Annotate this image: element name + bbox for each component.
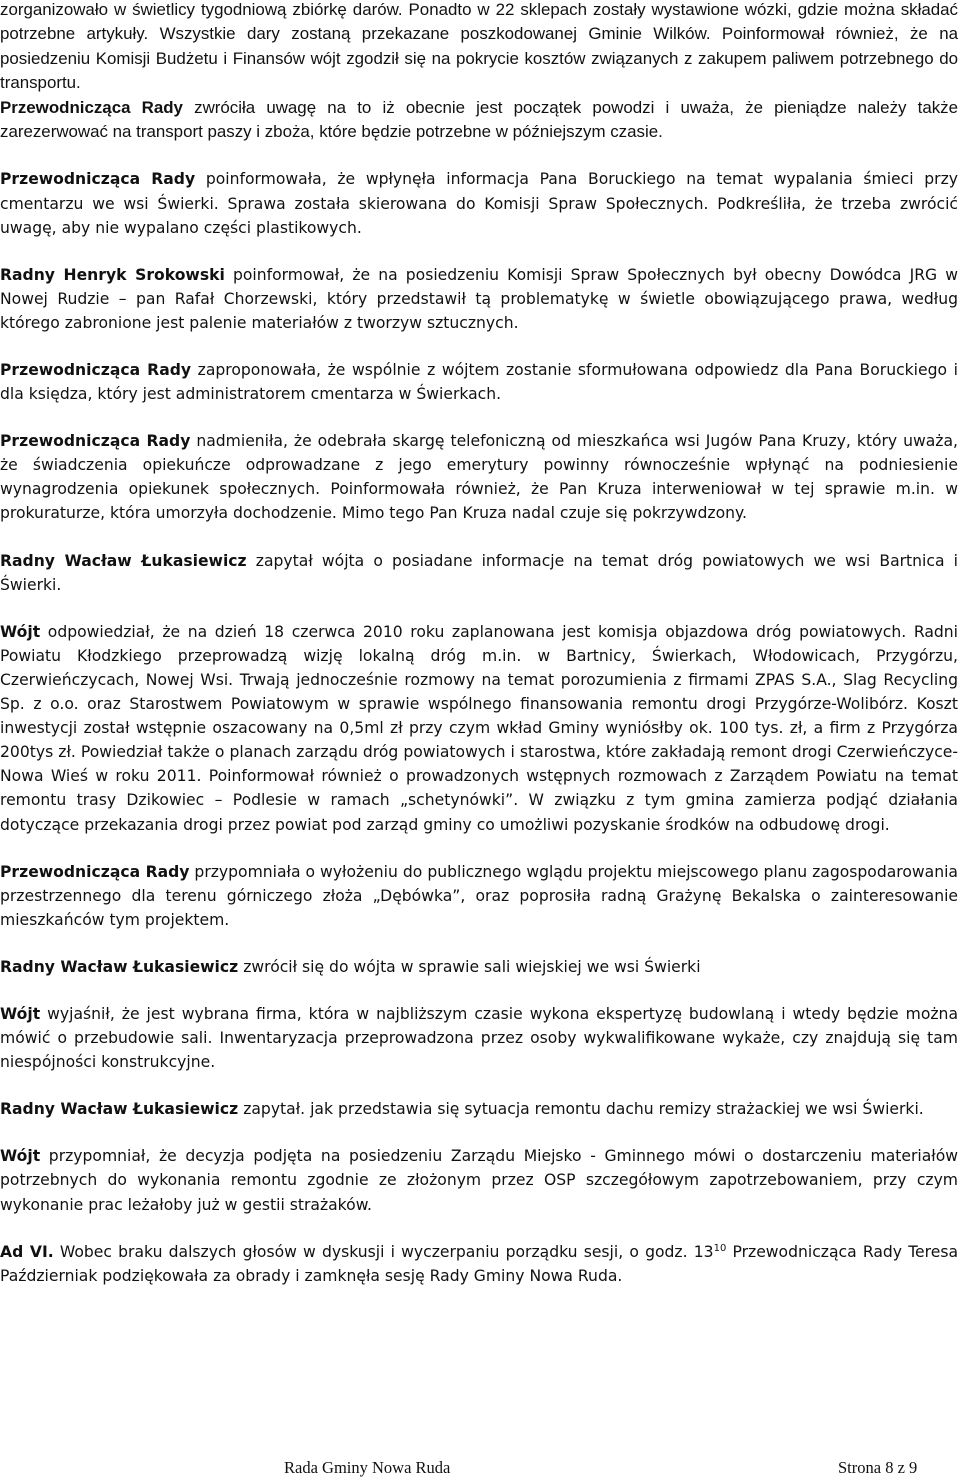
- speaker-name: Radny Henryk Srokowski: [0, 265, 225, 284]
- paragraph-0: [0, 0, 958, 96]
- page-footer: [0, 1458, 960, 1478]
- closing-label: Ad VI.: [0, 1242, 54, 1261]
- paragraph-text: przypomniała o wyłożeniu do publicznego wglądu projektu miejscowego planu zagospodarowania przestrzennego dla terenu górniczego złoża „Dębówka”, oraz poprosiła radną Grażynę Bekalska o zainteresowanie mieszkańców tym projektem.: [0, 862, 958, 929]
- paragraph-text: zapytał wójta o posiadane informacje na temat dróg powiatowych we wsi Bartnica i Świerki.: [0, 551, 958, 594]
- paragraph-5: [0, 429, 958, 525]
- footer-council-name: Rada Gminy Nowa Ruda: [284, 1458, 451, 1477]
- paragraph-4: [0, 358, 958, 406]
- paragraph-text: nadmieniła, że odebrała skargę telefoniczną od mieszkańca wsi Jugów Pana Kruzy, który uważa, że świadczenia opiekuńcze odprowadzane z jego emerytury powinny równocześnie wpłynąć na podniesienie wynagrodzenia opiekunek społecznych. Poinformowała również, że Pan Kruza interweniował w tej sprawie m.in. w prokuraturze, która umorzyła dochodzenie. Mimo tego Pan Kruza nadal czuje się pokrzywdzony.: [0, 432, 958, 523]
- paragraph-text: przypomniał, że decyzja podjęta na posiedzeniu Zarządu Miejsko - Gminnego mówi o dostarczeniu materiałów potrzebnych do wykonania remontu zgodnie ze złożonym przez OSP szczegółowym zapotrzebowaniem, przy czym wykonanie prac leżałoby już w gestii strażaków.: [0, 1147, 958, 1214]
- speaker-name: Radny Wacław Łukasiewicz: [0, 551, 247, 570]
- speaker-name: Przewodnicząca Rady: [0, 432, 191, 451]
- paragraph-9: [0, 955, 958, 979]
- speaker-name: Przewodnicząca Rady: [0, 97, 183, 117]
- closing-text: Wobec braku dalszych głosów w dyskusji i wyczerpaniu porządku sesji, o godz. 13: [53, 1242, 714, 1261]
- paragraph-text: zaproponowała, że wspólnie z wójtem zostanie sformułowana odpowiedz dla Pana Boruckiego i dla księdza, który jest administratorem cmentarza w Świerkach.: [0, 361, 958, 404]
- footer-page-number: Strona 8 z 9: [838, 1458, 918, 1477]
- speaker-name: Przewodnicząca Rady: [0, 862, 190, 881]
- paragraph-text: poinformował, że na posiedzeniu Komisji Spraw Społecznych był obecny Dowódca JRG w Nowej Rudzie – pan Rafał Chorzewski, który przedstawił tą problematykę w świetle obowiązującego prawa, według którego zabronione jest palenie materiałów z tworzyw sztucznych.: [0, 265, 958, 332]
- paragraph-2: [0, 167, 958, 239]
- paragraph-3: [0, 263, 958, 335]
- paragraph-text: zwrócił się do wójta w sprawie sali wiejskiej we wsi Świerki: [238, 957, 701, 976]
- closing-text-end: Przewodnicząca Rady Teresa Październiak podziękowała za obrady i zamknęła sesję Rady Gminy Nowa Ruda.: [0, 1242, 958, 1285]
- paragraph-11: [0, 1097, 958, 1121]
- speaker-name: Przewodnicząca Rady: [0, 361, 192, 379]
- speaker-name: Radny Wacław Łukasiewicz: [0, 1100, 239, 1119]
- paragraph-text: zapytał. jak przedstawia się sytuacja remontu dachu remizy strażackiej we wsi Świerki.: [238, 1100, 924, 1119]
- paragraph-10: [0, 1002, 958, 1074]
- paragraph-6: [0, 549, 958, 597]
- paragraph-12: [0, 1144, 958, 1216]
- paragraph-1: [0, 96, 958, 145]
- paragraph-text: wyjaśnił, że jest wybrana firma, która w najbliższym czasie wykona ekspertyzę budowlaną i wtedy będzie można mówić o przebudowie sali. Inwentaryzacja przeprowadzona przez osoby wykwalifikowane wykaże, czy znajdują się tam niespójności konstrukcyjne.: [0, 1004, 958, 1072]
- speaker-name: Wójt: [0, 622, 41, 641]
- speaker-name: Wójt: [0, 1147, 41, 1166]
- time-superscript: 10: [713, 1242, 727, 1254]
- paragraph-7: [0, 620, 958, 837]
- speaker-name: Radny Wacław Łukasiewicz: [0, 957, 239, 976]
- speaker-name: Wójt: [0, 1004, 41, 1023]
- paragraph-text: poinformowała, że wpłynęła informacja Pana Boruckiego na temat wypalania śmieci przy cmentarzu we wsi Świerki. Sprawa została skierowana do Komisji Spraw Społecznych. Podkreśliła, że trzeba zwrócić uwagę, aby nie wypalano części plastikowych.: [0, 170, 958, 237]
- paragraph-text: odpowiedział, że na dzień 18 czerwca 2010 roku zaplanowana jest komisja objazdowa dróg powiatowych. Radni Powiatu Kłodzkiego przeprowadzą wizję lokalną dróg m.in. w Bartnicy, Świerkach, Włodowicach, Przygórzu, Czerwieńczycach, Nowej Wsi. Trwają jednocześnie rozmowy na temat porozumienia z firmami ZPAS S.A., Slag Recycling Sp. z o.o. oraz Starostwem Powiatowym w sprawie wspólnego finansowania remontu drogi Przygórze-Wolibórz. Koszt inwestycji został wstępnie oszacowany na 0,5ml zł przy czym wkład Gminy wyniósłby ok. 100 tys. zł, a firm z Przygórza 200tys zł. Powiedział także o planach zarządu dróg powiatowych i starostwa, które zakładają remont drogi Czerwieńczyce-Nowa Wieś w roku 2011. Poinformował również o prowadzonych wstępnych rozmowach z Zarządem Powiatu na temat remontu trasy Dzikowiec – Podlesie w ramach „schetynówki”. W związku z tym gmina zamierza podjąć działania dotyczące przekazania drogi przez powiat pod zarząd gminy co umożliwi pozyskanie środków na odbudowę drogi.: [0, 622, 958, 834]
- closing-paragraph: [0, 1240, 958, 1288]
- paragraph-8: [0, 860, 958, 932]
- paragraph-text: zorganizowało w świetlicy tygodniową zbiórkę darów. Ponadto w 22 sklepach zostały wystawione wózki, gdzie można składać potrzebne artykuły. Wszystkie dary zostaną przekazane poszkodowanej Gminie Wilków. Poinformował również, że na posiedzeniu Komisji Budżetu i Finansów wójt zgodził się na pokrycie kosztów związanych z zakupem paliwem potrzebnego do transportu.: [0, 0, 958, 93]
- paragraph-text: zwróciła uwagę na to iż obecnie jest początek powodzi i uważa, że pieniądze należy także zarezerwować na transport paszy i zboża, które będzie potrzebne w późniejszym czasie.: [0, 97, 959, 142]
- speaker-name: Przewodnicząca Rady: [0, 170, 196, 189]
